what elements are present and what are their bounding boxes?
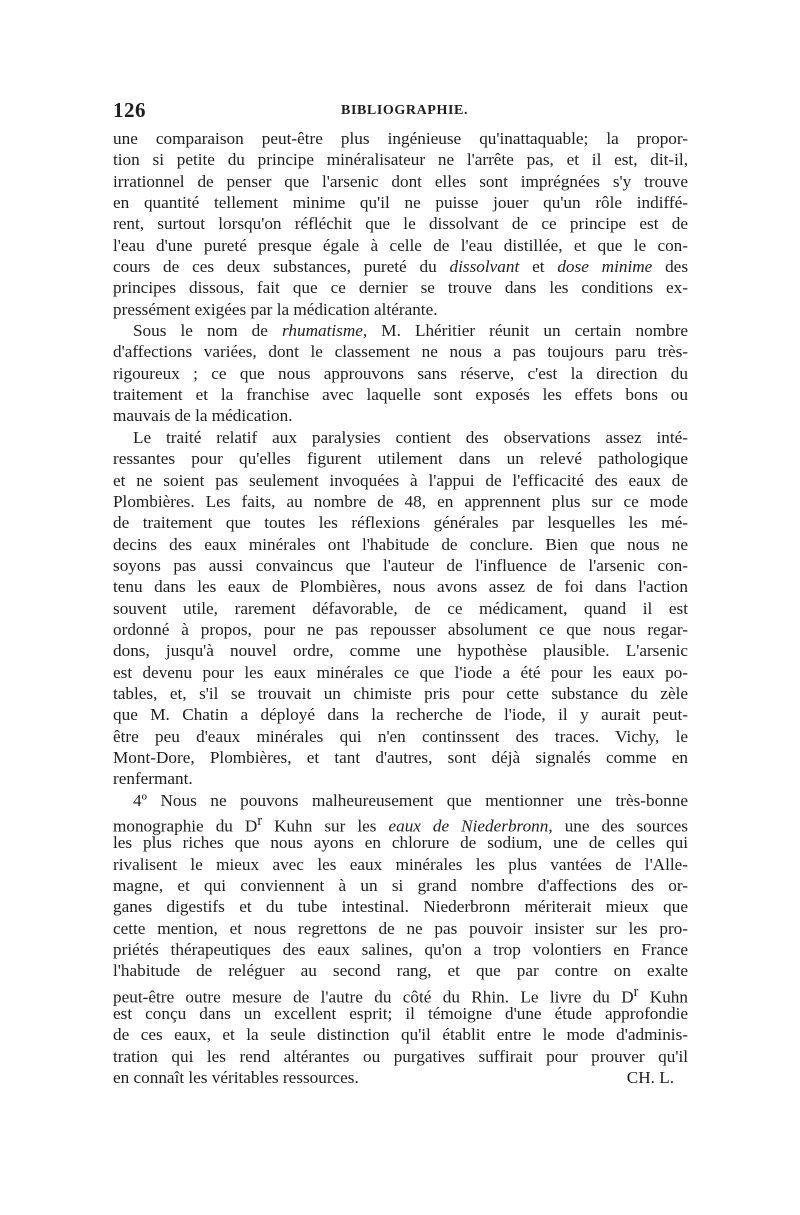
text-line: une comparaison peut-être plus ingénieuse qu'inattaquable; la propor- xyxy=(113,129,688,148)
text-fragment: , une des sources xyxy=(548,816,688,836)
text-line xyxy=(113,320,688,341)
page-header xyxy=(113,98,688,126)
text-fragment: peut-être outre mesure de l'autre du côté du Rhin. Le livre du D xyxy=(113,987,634,1007)
text-line: en quantité tellement minime qu'il ne puisse jouer qu'un rôle indiffé- xyxy=(113,193,688,213)
text-line: soyons pas aussi convaincus que l'auteur de l'influence de l'arsenic con- xyxy=(113,555,688,575)
text-line: les plus riches que nous ayons en chlorure de sodium, une de celles qui xyxy=(113,833,688,853)
body-text xyxy=(113,128,688,1088)
text-fragment: en connaît les véritables ressources. xyxy=(113,1068,359,1088)
text-line: l'habitude de reléguer au second rang, et que par contre on exalte xyxy=(113,961,688,981)
text-line: Plombières. Les faits, au nombre de 48, en apprennent plus sur ce mode xyxy=(113,491,688,511)
text-line xyxy=(113,256,688,277)
text-fragment: monographie du D xyxy=(113,816,258,836)
text-line: rent, surtout lorsqu'on réfléchit que le dissolvant de ce principe est de xyxy=(113,214,688,234)
text-line: tenu dans les eaux de Plombières, nous avons assez de foi dans l'action xyxy=(113,577,688,597)
italic-term: rhumatisme, xyxy=(282,321,368,341)
italic-term: dose minime xyxy=(557,257,653,277)
text-line: tration qui les rend altérantes ou purgatives suffirait pour prouver qu'il xyxy=(113,1046,688,1066)
text-line: ganes digestifs et du tube intestinal. Niederbronn mériterait mieux que xyxy=(113,897,688,917)
text-fragment: M. Lhéritier réunit un certain nombre xyxy=(367,321,689,341)
text-line: pressément exigées par la médication altérante. xyxy=(113,299,438,319)
text-line: Le traité relatif aux paralysies contient des observations assez inté- xyxy=(133,427,688,447)
text-line: est devenu pour les eaux minérales ce que l'iode a été pour les eaux po- xyxy=(113,662,688,682)
text-line: ordonné à propos, pour ne pas repousser absolument ce que nous regar- xyxy=(113,619,688,639)
text-line: être peu d'eaux minérales qui n'en continssent des traces. Vichy, le xyxy=(113,726,688,746)
text-fragment: Sous le nom de xyxy=(133,321,268,341)
text-fragment: des xyxy=(652,257,689,277)
text-line: rigoureux ; ce que nous approuvons sans réserve, c'est la direction du xyxy=(113,363,688,383)
text-line xyxy=(113,982,688,1007)
text-line: traitement et la franchise avec laquelle sont exposés les effets bons ou xyxy=(113,385,688,405)
text-line: et ne soient pas seulement invoquées à l'appui de l'efficacité des eaux de xyxy=(113,470,688,490)
text-line: principes dissous, fait que ce dernier se trouve dans les conditions ex- xyxy=(113,278,688,298)
text-line: Mont-Dore, Plombières, et tant d'autres, sont déjà signalés comme en xyxy=(113,747,688,767)
page-number: 126 xyxy=(113,98,146,122)
text-line: mauvais de la médication. xyxy=(113,406,293,426)
text-line: dons, jusqu'à nouvel ordre, comme une hypothèse plausible. L'arsenic xyxy=(113,641,688,661)
text-line: cette mention, et nous regrettons de ne pas pouvoir insister sur les pro- xyxy=(113,918,688,938)
text-line: de ces eaux, et la seule distinction qu'il établit entre le mode d'adminis- xyxy=(113,1025,688,1045)
text-line: priétés thérapeutiques des eaux salines, qu'on a trop volontiers en France xyxy=(113,940,688,960)
text-line: renfermant. xyxy=(113,769,193,789)
superscript: r xyxy=(257,813,263,829)
text-fragment: Kuhn xyxy=(638,987,688,1007)
text-line: de traitement que toutes les réflexions générales par lesquelles les mé- xyxy=(113,513,688,533)
text-line: rivalisent le mieux avec les eaux minérales les plus vantées de l'Alle- xyxy=(113,854,688,874)
text-line: tables, et, s'il se trouvait un chimiste pris pour cette substance du zèle xyxy=(113,683,688,703)
text-line xyxy=(113,811,688,836)
italic-term: eaux de Niederbronn xyxy=(388,816,549,836)
text-line: irrationnel de penser que l'arsenic dont elles sont imprégnées s'y trouve xyxy=(113,171,688,191)
text-line: tion si petite du principe minéralisateur ne l'arrête pas, et il est, dit-il, xyxy=(113,150,688,170)
author-signature: CH. L. xyxy=(626,1068,674,1088)
text-line: souvent utile, rarement défavorable, de ce médicament, quand il est xyxy=(113,598,688,618)
text-fragment: cours de ces deux substances, pureté du xyxy=(113,257,437,277)
text-line: d'affections variées, dont le classement ne nous a pas toujours paru très- xyxy=(113,342,688,362)
text-line: ressantes pour qu'elles figurent utilement dans un relevé pathologique xyxy=(113,449,688,469)
closing-line xyxy=(113,1067,688,1088)
running-title: BIBLIOGRAPHIE. xyxy=(341,103,469,118)
text-line: 4º Nous ne pouvons malheureusement que mentionner une très-bonne xyxy=(133,790,688,810)
text-fragment: Kuhn sur les xyxy=(262,816,389,836)
superscript: r xyxy=(633,983,639,1000)
text-line: que M. Chatin a déployé dans la recherche de l'iode, il y aurait peut- xyxy=(113,705,688,725)
text-fragment: et xyxy=(519,257,558,277)
text-line: decins des eaux minérales ont l'habitude de conclure. Bien que nous ne xyxy=(113,534,688,554)
text-line: l'eau d'une pureté presque égale à celle de l'eau distillée, et que le con- xyxy=(113,235,688,255)
text-line: est conçu dans un excellent esprit; il témoigne d'une étude approfondie xyxy=(113,1004,688,1024)
text-line: magne, et qui conviennent à un si grand nombre d'affections des or- xyxy=(113,876,688,896)
italic-term: dissolvant xyxy=(449,257,520,277)
